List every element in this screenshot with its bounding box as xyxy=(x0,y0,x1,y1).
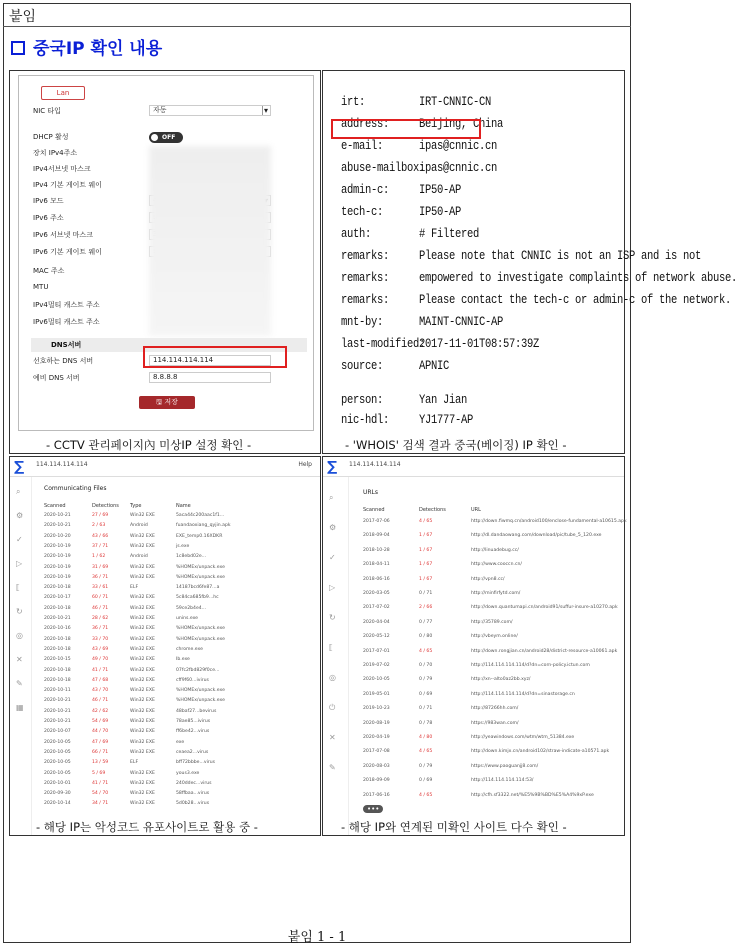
table-cell: 0 / 80 xyxy=(419,634,433,640)
setting-label: IPv6멀티 캐스트 주소 xyxy=(33,318,100,326)
table-cell: 60 / 71 xyxy=(92,595,109,601)
table-cell: Win32 EXE xyxy=(130,801,155,807)
urls-caption: - 해당 IP와 연계된 미확인 사이트 다수 확인 - xyxy=(341,820,567,834)
table-cell: 2017-07-06 xyxy=(363,519,390,524)
check-icon[interactable]: ✓ xyxy=(16,535,23,544)
whois-key: nic-hdl: xyxy=(341,413,390,428)
table-cell: Win32 EXE xyxy=(130,749,155,755)
highlight-box xyxy=(143,346,287,368)
table-cell: 2020-10-18 xyxy=(44,636,71,642)
table-cell[interactable]: unins.exe xyxy=(176,616,199,621)
table-cell: 2020-10-17 xyxy=(44,595,71,601)
table-cell: 2020-10-18 xyxy=(44,677,71,683)
whois-value: IRT-CNNIC-CN xyxy=(419,95,492,110)
page-footer: 붙임 1 - 1 xyxy=(287,930,347,945)
whois-value: ipas@cnnic.cn xyxy=(419,139,498,154)
table-cell[interactable]: 58ffbaa...virus xyxy=(176,791,210,797)
more-button[interactable]: ••• xyxy=(363,805,383,813)
setting-label: IPv6 모드 xyxy=(33,197,64,205)
title-text: 중국IP 확인 내용 xyxy=(33,39,163,59)
table-cell: 2020-10-05 xyxy=(44,770,71,776)
table-cell[interactable]: http://down.kimjx.cn/android102/straw-indicate-a10571.apk xyxy=(471,749,610,755)
table-cell[interactable]: http://xn--alto0az2bb.xyz/ xyxy=(471,677,531,683)
preferred-dns-label: 선호하는 DNS 서버 xyxy=(33,357,94,365)
table-cell: 28 / 62 xyxy=(92,616,109,621)
table-cell: 1 / 67 xyxy=(419,533,433,539)
table-cell: 4 / 80 xyxy=(419,735,433,740)
whois-value: Please contact the tech-c or admin-c of the network. xyxy=(419,293,732,308)
whois-key: remarks: xyxy=(341,271,390,286)
table-cell: Win32 EXE xyxy=(130,791,155,797)
whois-row xyxy=(341,359,450,374)
highlight-box xyxy=(331,119,481,139)
table-cell: 54 / 70 xyxy=(92,791,109,797)
table-cell: 0 / 70 xyxy=(419,663,433,668)
table-cell: 2020-10-21 xyxy=(44,616,71,621)
table-cell: 33 / 70 xyxy=(92,636,109,642)
whois-value: empowered to investigate complaints of network abuse. xyxy=(419,271,737,286)
table-cell: 2020-10-15 xyxy=(44,657,71,663)
whois-row xyxy=(341,393,468,408)
table-cell: ELF xyxy=(130,760,139,766)
table-cell: 2020-10-11 xyxy=(44,688,71,694)
table-cell: Android xyxy=(130,554,148,560)
whois-key: abuse-mailbox: xyxy=(341,161,426,176)
table-cell: 4 / 65 xyxy=(419,519,433,524)
table-cell: Win32 EXE xyxy=(130,564,155,570)
table-cell: 37 / 71 xyxy=(92,543,109,549)
table-cell: Win32 EXE xyxy=(130,780,155,786)
table-cell: 2020-05-12 xyxy=(363,634,390,640)
whois-key: remarks: xyxy=(341,249,390,264)
virustotal-urls-panel xyxy=(322,456,625,836)
table-cell: ELF xyxy=(130,585,139,591)
whois-key: auth: xyxy=(341,227,372,242)
table-cell[interactable]: ceaea2...virus xyxy=(176,749,209,755)
table-cell[interactable]: http://www.cooccn.cn/ xyxy=(471,562,522,568)
table-cell: 2020-10-14 xyxy=(44,801,71,807)
table-cell[interactable]: http://114.114.114.114/d?dn=sinastorage.cn xyxy=(471,691,575,697)
table-cell: 13 / 59 xyxy=(92,760,109,766)
refresh-icon[interactable]: ↻ xyxy=(329,613,336,622)
dhcp-toggle[interactable]: OFF xyxy=(149,132,183,143)
table-cell: 2019-07-02 xyxy=(363,663,390,668)
whois-key: person: xyxy=(341,393,384,408)
table-cell[interactable]: http://114.114.114.114:53/ xyxy=(471,778,534,784)
whois-row xyxy=(341,183,462,198)
whois-key: remarks: xyxy=(341,293,390,308)
help-link[interactable]: Help xyxy=(298,461,312,468)
table-cell: 0 / 71 xyxy=(419,706,433,712)
table-cell: Win32 EXE xyxy=(130,616,155,621)
table-cell: 66 / 71 xyxy=(92,749,109,755)
column-header: Type xyxy=(130,503,142,509)
router-caption: - CCTV 관리페이지內 미상IP 설정 확인 - xyxy=(46,438,252,452)
refresh-icon[interactable]: ↻ xyxy=(16,607,23,616)
table-cell: 2020-10-19 xyxy=(44,574,71,580)
table-cell: 2020-10-21 xyxy=(44,708,71,714)
grid-icon[interactable]: ▦ xyxy=(16,703,24,712)
search-icon[interactable]: ⌕ xyxy=(329,493,334,502)
whois-row xyxy=(341,205,462,220)
communicating-files-heading: Communicating Files xyxy=(44,485,107,492)
column-header: Scanned xyxy=(363,507,385,513)
table-cell: Win32 EXE xyxy=(130,533,155,539)
table-cell[interactable]: http://dl.dandaowang.com/download/pic/tube_5_120.exe xyxy=(471,533,602,539)
alternate-dns-input[interactable]: 8.8.8.8 xyxy=(149,372,271,383)
setting-label: MAC 주소 xyxy=(33,267,65,275)
cross-icon[interactable]: ✕ xyxy=(329,733,336,742)
table-cell: 2 / 66 xyxy=(419,605,433,611)
checkbox-square-icon xyxy=(11,41,25,55)
table-cell[interactable]: http://linuadebug.cc/ xyxy=(471,547,519,553)
dns-section-header: DNS서버 xyxy=(31,338,307,352)
whois-row xyxy=(341,161,498,176)
cross-icon[interactable]: ✕ xyxy=(16,655,23,664)
table-cell: 44 / 70 xyxy=(92,729,109,735)
table-cell: 54 / 69 xyxy=(92,719,109,724)
table-cell: 2020-10-20 xyxy=(44,533,71,539)
table-cell[interactable]: http://minfirfytd.com/ xyxy=(471,591,521,596)
table-cell[interactable]: EXE_temp0.16XDKR xyxy=(176,533,223,539)
target-icon[interactable]: ◎ xyxy=(329,673,336,682)
setting-label: IPv6 서브넷 마스크 xyxy=(33,231,93,239)
edit-icon[interactable]: ✎ xyxy=(16,679,23,688)
table-cell: Win32 EXE xyxy=(130,667,155,673)
table-cell: 0 / 79 xyxy=(419,763,433,769)
table-cell[interactable]: 5c84ca685fb9...hc xyxy=(176,595,219,601)
power-icon[interactable]: ⏻ xyxy=(329,703,336,712)
vt-search-box[interactable]: 114.114.114.114 xyxy=(349,461,401,468)
code-icon[interactable]: ⟦ xyxy=(329,643,333,652)
save-button[interactable]: 🖫 저장 xyxy=(139,396,195,409)
table-cell: 2020-10-18 xyxy=(44,605,71,611)
table-cell: 4 / 65 xyxy=(419,792,433,798)
vt-sidebar xyxy=(323,477,349,835)
whois-key: admin-c: xyxy=(341,183,390,198)
setting-label: IPv4 기본 게이트 웨이 xyxy=(33,181,102,189)
table-cell: 46 / 71 xyxy=(92,698,109,704)
whois-panel xyxy=(322,70,737,454)
table-cell: Win32 EXE xyxy=(130,646,155,652)
whois-value: Yan Jian xyxy=(419,393,468,408)
table-cell: 2 / 63 xyxy=(92,523,106,529)
table-cell: 2020-10-07 xyxy=(44,729,71,735)
table-cell[interactable]: chrome.exe xyxy=(176,646,203,652)
table-cell[interactable]: exe xyxy=(176,739,185,745)
table-cell: 31 / 69 xyxy=(92,564,109,570)
table-cell: 1 / 67 xyxy=(419,562,433,568)
table-cell[interactable]: 5d0b28...virus xyxy=(176,801,210,807)
table-cell: 2020-10-19 xyxy=(44,564,71,570)
column-header: Scanned xyxy=(44,503,66,509)
table-cell: 2018-09-09 xyxy=(363,778,390,784)
virustotal-files-panel xyxy=(9,456,321,836)
table-cell: 2020-10-21 xyxy=(44,513,71,518)
table-cell[interactable]: http://35789.com/ xyxy=(471,619,513,625)
setting-label: MTU xyxy=(33,283,49,291)
vt-topbar xyxy=(323,457,624,477)
column-header: URL xyxy=(471,507,481,513)
table-cell: 2020-10-18 xyxy=(44,667,71,673)
virustotal-logo-icon: ∑ xyxy=(14,459,25,475)
table-cell: 41 / 71 xyxy=(92,780,109,786)
table-cell[interactable]: %HOMEx/unpack.exe xyxy=(176,626,225,632)
whois-caption: - 'WHOIS' 검색 결과 중국(베이징) IP 확인 - xyxy=(345,438,567,452)
whois-key: mnt-by: xyxy=(341,315,384,330)
table-cell[interactable]: https://983wan.com/ xyxy=(471,720,519,726)
whois-value: APNIC xyxy=(419,359,450,374)
virustotal-logo-icon: ∑ xyxy=(327,459,338,475)
table-cell: Win32 EXE xyxy=(130,605,155,611)
table-cell: 2020-03-05 xyxy=(363,591,390,596)
gear-icon[interactable]: ⚙ xyxy=(329,523,337,532)
header-rule xyxy=(3,26,631,27)
table-cell[interactable]: cff9f60...ivirus xyxy=(176,677,209,683)
code-icon[interactable]: ⟦ xyxy=(16,583,20,592)
check-icon[interactable]: ✓ xyxy=(329,553,336,562)
table-cell[interactable]: %HOMEx/unpack.exe xyxy=(176,688,225,694)
setting-label: IPv6 기본 게이트 웨이 xyxy=(33,248,102,256)
table-cell: 43 / 69 xyxy=(92,646,109,652)
table-cell: 2019-05-01 xyxy=(363,691,390,697)
table-cell: 0 / 69 xyxy=(419,778,433,784)
table-cell[interactable]: 240ddec...virus xyxy=(176,780,212,786)
table-cell: Win32 EXE xyxy=(130,626,155,632)
table-cell[interactable]: %HOMEx/unpack.exe xyxy=(176,698,225,704)
whois-key: last-modified: xyxy=(341,337,426,352)
table-cell: 2020-10-18 xyxy=(44,646,71,652)
table-cell: 0 / 69 xyxy=(419,691,433,697)
table-cell: 2018-04-11 xyxy=(363,562,390,568)
whois-row xyxy=(341,293,732,308)
table-cell: 2020-10-05 xyxy=(44,739,71,745)
table-cell[interactable]: yous3.exe xyxy=(176,770,200,776)
table-cell: 42 / 62 xyxy=(92,708,109,714)
table-cell: 0 / 78 xyxy=(419,720,433,726)
table-cell: Win32 EXE xyxy=(130,770,155,776)
table-cell: 2020-04-19 xyxy=(363,735,390,740)
play-icon[interactable]: ▷ xyxy=(16,559,23,568)
table-cell[interactable]: http://vbeym.online/ xyxy=(471,634,518,640)
table-cell: Win32 EXE xyxy=(130,574,155,580)
table-cell: Win32 EXE xyxy=(130,698,155,704)
whois-row xyxy=(341,249,702,264)
edit-icon[interactable]: ✎ xyxy=(329,763,336,772)
table-cell: 1 / 67 xyxy=(419,576,433,582)
lan-tab[interactable]: Lan xyxy=(41,86,85,100)
table-cell[interactable]: http://114.114.114.114/d?dn=corn-policy.ictun.com xyxy=(471,663,590,668)
table-cell: Win32 EXE xyxy=(130,543,155,549)
table-cell[interactable]: 07fc2fbd829f0ce... xyxy=(176,667,220,673)
table-cell: 46 / 71 xyxy=(92,605,109,611)
table-cell: 2020-10-21 xyxy=(44,719,71,724)
table-cell[interactable]: http://vpn8.cc/ xyxy=(471,576,505,582)
table-cell[interactable]: http://down.rongjian.cn/android28/district-resource-a10061.apk xyxy=(471,648,618,654)
table-cell[interactable]: http://down.quantumapi.cn/android91/suffur-insure-a10270.apk xyxy=(471,605,618,611)
whois-row xyxy=(341,95,492,110)
whois-row xyxy=(341,315,504,330)
table-cell: 2017-07-01 xyxy=(363,648,390,654)
files-caption: - 해당 IP는 악성코드 유포사이트로 활용 중 - xyxy=(36,820,258,834)
page-title xyxy=(11,34,162,59)
redacted-area xyxy=(149,146,271,336)
whois-value: IP50-AP xyxy=(419,205,462,220)
whois-value: # Filtered xyxy=(419,227,480,242)
table-cell: Win32 EXE xyxy=(130,688,155,694)
gear-icon[interactable]: ⚙ xyxy=(16,511,24,520)
table-cell: 2020-10-21 xyxy=(44,523,71,529)
table-cell[interactable]: 59ce2b4e4... xyxy=(176,605,207,611)
whois-value: IP50-AP xyxy=(419,183,462,198)
column-header: Detections xyxy=(419,507,446,513)
table-cell: 36 / 71 xyxy=(92,626,109,632)
table-cell: Win32 EXE xyxy=(130,677,155,683)
table-cell: 1 / 62 xyxy=(92,554,106,560)
table-cell[interactable]: js.exe xyxy=(176,543,190,549)
whois-key: irt: xyxy=(341,95,366,110)
table-cell[interactable]: fuandaoxiang_qyjin.apk xyxy=(176,523,231,529)
vt-search-box[interactable]: 114.114.114.114 xyxy=(36,461,88,468)
whois-value: 2017-11-01T08:57:39Z xyxy=(419,337,540,352)
table-cell: 2020-10-19 xyxy=(44,543,71,549)
table-cell: 2018-09-04 xyxy=(363,533,390,539)
attachment-label: 붙임 xyxy=(9,9,37,25)
whois-row xyxy=(341,227,480,242)
table-cell: 2020-10-21 xyxy=(44,698,71,704)
table-cell[interactable]: 5aca44c200aac1f1... xyxy=(176,513,225,518)
preferred-dns-input[interactable]: 114.114.114.114 xyxy=(149,355,271,366)
whois-value: MAINT-CNNIC-AP xyxy=(419,315,504,330)
table-cell: 47 / 68 xyxy=(92,677,109,683)
setting-label: IPv4멀티 캐스트 주소 xyxy=(33,301,100,309)
column-header: Name xyxy=(176,503,191,509)
table-cell: 2017-07-02 xyxy=(363,605,390,611)
table-cell: 4 / 65 xyxy=(419,749,433,755)
whois-value: Beijing, China xyxy=(419,117,504,132)
whois-key: e-mail: xyxy=(341,139,384,154)
table-cell[interactable]: 14187bcd6fe87...a xyxy=(176,585,220,591)
table-cell: 2020-08-19 xyxy=(363,720,390,726)
column-header: Detections xyxy=(92,503,119,509)
table-cell[interactable]: bff72bbbe...virus xyxy=(176,760,216,766)
setting-label: IPv6 주소 xyxy=(33,214,64,222)
alternate-dns-label: 예비 DNS 서버 xyxy=(33,374,80,382)
setting-select[interactable]: 자동 ▾ xyxy=(149,105,271,116)
table-cell: 0 / 71 xyxy=(419,591,433,596)
table-cell: 2019-10-23 xyxy=(363,706,390,712)
whois-key: source: xyxy=(341,359,384,374)
table-cell: 0 / 79 xyxy=(419,677,433,683)
urls-heading: URLs xyxy=(363,489,379,496)
table-cell: Win32 EXE xyxy=(130,729,155,735)
table-cell[interactable]: 1c8ebd02e... xyxy=(176,554,207,560)
table-cell[interactable]: http://yeawindows.com/wtm/wtm_51384.exe xyxy=(471,735,575,740)
table-cell: 2017-06-16 xyxy=(363,792,390,798)
table-cell: 2020-10-05 xyxy=(44,749,71,755)
table-cell: 5 / 69 xyxy=(92,770,106,776)
table-cell: 2020-10-16 xyxy=(44,626,71,632)
table-cell: Win32 EXE xyxy=(130,513,155,518)
table-cell: 49 / 70 xyxy=(92,657,109,663)
setting-label: DHCP 활성 xyxy=(33,133,69,141)
setting-label: 장치 IPv4주소 xyxy=(33,149,78,157)
table-cell[interactable]: 48baf27...bevirus xyxy=(176,708,217,714)
table-cell: 0 / 77 xyxy=(419,619,433,625)
setting-label: IPv4서브넷 마스크 xyxy=(33,165,91,173)
table-cell: 43 / 66 xyxy=(92,533,109,539)
table-cell[interactable]: http://87266hh.com/ xyxy=(471,706,519,712)
whois-value: YJ1777-AP xyxy=(419,413,474,428)
play-icon[interactable]: ▷ xyxy=(329,583,336,592)
table-cell: 34 / 71 xyxy=(92,801,109,807)
table-cell: 47 / 69 xyxy=(92,739,109,745)
whois-key: tech-c: xyxy=(341,205,384,220)
table-cell: 2020-10-05 xyxy=(44,760,71,766)
table-cell: 33 / 61 xyxy=(92,585,109,591)
table-cell: 2020-04-04 xyxy=(363,619,390,625)
table-cell: Win32 EXE xyxy=(130,595,155,601)
table-cell[interactable]: http://cfh.sf3322.net/%E5%9B%BD%E5%A4%9xP.exe xyxy=(471,792,594,798)
table-cell: Win32 EXE xyxy=(130,739,155,745)
table-cell: 1 / 67 xyxy=(419,547,433,553)
whois-row xyxy=(341,413,474,428)
table-cell: Win32 EXE xyxy=(130,719,155,724)
table-cell: Win32 EXE xyxy=(130,657,155,663)
table-cell: 2018-06-16 xyxy=(363,576,390,582)
whois-key: address: xyxy=(341,117,390,132)
table-cell: 2020-10-18 xyxy=(44,585,71,591)
table-cell: 2020-08-03 xyxy=(363,763,390,769)
table-cell[interactable]: http://down.fiwmq.cn/android100/enclose-fundamental-a10615.apk xyxy=(471,519,627,524)
vt-sidebar xyxy=(10,477,32,835)
whois-row xyxy=(341,337,540,352)
table-cell: 2020-10-01 xyxy=(44,780,71,786)
whois-value: Please note that CNNIC is not an ISP and is not xyxy=(419,249,702,264)
table-cell: Win32 EXE xyxy=(130,636,155,642)
table-cell: 41 / 71 xyxy=(92,667,109,673)
table-cell: 2020-10-19 xyxy=(44,554,71,560)
table-cell[interactable]: https://www.paoguanjj8.com/ xyxy=(471,763,539,769)
table-cell: 43 / 70 xyxy=(92,688,109,694)
table-cell[interactable]: %HOMEx/unpack.exe xyxy=(176,564,225,570)
whois-value: ipas@cnnic.cn xyxy=(419,161,498,176)
search-icon[interactable]: ⌕ xyxy=(16,487,21,496)
table-cell[interactable]: %HOMEx/unpack.exe xyxy=(176,574,225,580)
table-cell: 2018-10-28 xyxy=(363,547,390,553)
table-cell[interactable]: %HOMEx/unpack.exe xyxy=(176,636,225,642)
table-cell: Android xyxy=(130,523,148,529)
table-cell: 2020-09-30 xyxy=(44,791,71,797)
whois-row xyxy=(341,271,737,286)
table-cell: 4 / 65 xyxy=(419,648,433,654)
router-settings-screenshot xyxy=(18,75,314,431)
vt-topbar xyxy=(10,457,320,477)
table-cell: Win32 EXE xyxy=(130,708,155,714)
table-cell: 2017-07-08 xyxy=(363,749,390,755)
table-cell[interactable]: Ib.exe xyxy=(176,657,190,663)
setting-label: NIC 타입 xyxy=(33,107,61,115)
whois-row xyxy=(341,139,498,154)
table-cell[interactable]: ff6be42...virus xyxy=(176,729,210,735)
table-cell[interactable]: 78ae85...ivirus xyxy=(176,719,211,724)
table-cell: 27 / 69 xyxy=(92,513,109,518)
table-cell: 36 / 71 xyxy=(92,574,109,580)
router-settings-panel xyxy=(9,70,321,454)
table-cell: 2020-10-05 xyxy=(363,677,390,683)
target-icon[interactable]: ◎ xyxy=(16,631,23,640)
